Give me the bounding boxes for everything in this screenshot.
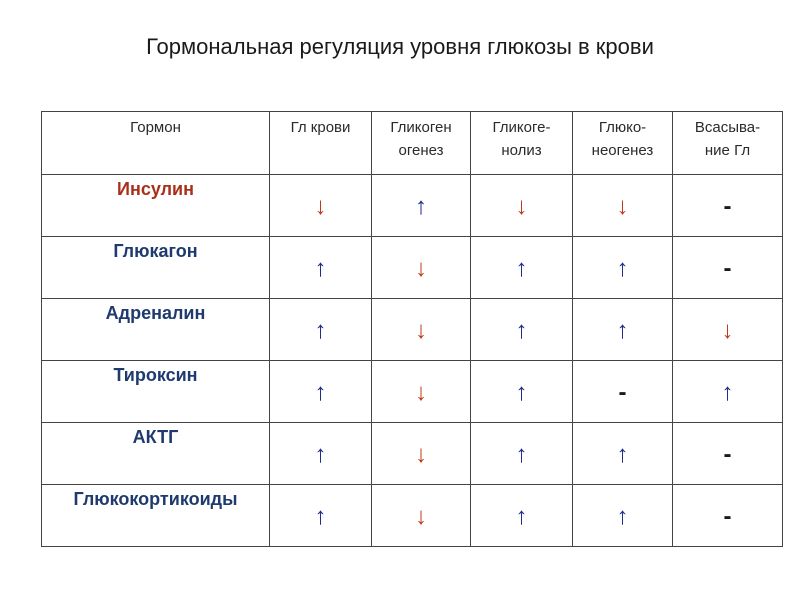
no-effect-dash: - (673, 175, 783, 237)
column-header-line: неогенез (591, 142, 654, 159)
arrow-down-icon: ↓ (372, 361, 471, 423)
arrow-down-icon: ↓ (573, 175, 673, 237)
arrow-up-icon: ↑ (270, 237, 372, 299)
hormone-name: АКТГ (42, 423, 270, 485)
table-row (42, 485, 783, 547)
arrow-up-icon: ↑ (471, 237, 573, 299)
table-row (42, 237, 783, 299)
arrow-down-icon: ↓ (673, 299, 783, 361)
arrow-up-icon: ↑ (372, 175, 471, 237)
arrow-up-icon: ↑ (471, 485, 573, 547)
arrow-down-icon: ↓ (471, 175, 573, 237)
column-header-absorption (673, 112, 783, 175)
arrow-up-icon: ↑ (673, 361, 783, 423)
hormone-table (41, 111, 783, 547)
table-row (42, 361, 783, 423)
table-row (42, 175, 783, 237)
arrow-up-icon: ↑ (471, 423, 573, 485)
no-effect-dash: - (673, 485, 783, 547)
column-header-line: Глюко- (598, 119, 647, 136)
arrow-up-icon: ↑ (573, 237, 673, 299)
column-header-gluconeogenesis (573, 112, 673, 175)
hormone-name: Глюкагон (42, 237, 270, 299)
column-header-line: огенез (398, 142, 444, 159)
column-header-line: Гликоген (390, 119, 452, 136)
no-effect-dash: - (673, 423, 783, 485)
table-row (42, 299, 783, 361)
no-effect-dash: - (573, 361, 673, 423)
arrow-down-icon: ↓ (372, 485, 471, 547)
column-header-blood-glucose (270, 112, 372, 175)
column-header-hormone (42, 112, 270, 175)
arrow-up-icon: ↑ (270, 423, 372, 485)
arrow-up-icon: ↑ (471, 361, 573, 423)
arrow-up-icon: ↑ (471, 299, 573, 361)
column-header-line: Гликоге- (492, 119, 551, 136)
no-effect-dash: - (673, 237, 783, 299)
table-row (42, 423, 783, 485)
column-header-glycogenesis (372, 112, 471, 175)
arrow-down-icon: ↓ (270, 175, 372, 237)
hormone-name: Адреналин (42, 299, 270, 361)
arrow-down-icon: ↓ (372, 237, 471, 299)
column-header-line: Гл крови (290, 119, 351, 136)
hormone-name: Инсулин (42, 175, 270, 237)
hormone-name: Тироксин (42, 361, 270, 423)
column-header-glycogenolysis (471, 112, 573, 175)
page-title: Гормональная регуляция уровня глюкозы в крови (146, 34, 654, 59)
column-header-line: Гормон (130, 119, 181, 136)
column-header-line: Всасыва- (694, 119, 761, 136)
table-header-row (42, 112, 783, 175)
arrow-up-icon: ↑ (573, 299, 673, 361)
hormone-name: Глюкокортикоиды (42, 485, 270, 547)
arrow-down-icon: ↓ (372, 423, 471, 485)
column-header-line: ние Гл (704, 142, 751, 159)
arrow-up-icon: ↑ (573, 423, 673, 485)
arrow-up-icon: ↑ (270, 485, 372, 547)
arrow-up-icon: ↑ (270, 361, 372, 423)
arrow-up-icon: ↑ (573, 485, 673, 547)
column-header-line: нолиз (501, 142, 542, 159)
arrow-down-icon: ↓ (372, 299, 471, 361)
arrow-up-icon: ↑ (270, 299, 372, 361)
